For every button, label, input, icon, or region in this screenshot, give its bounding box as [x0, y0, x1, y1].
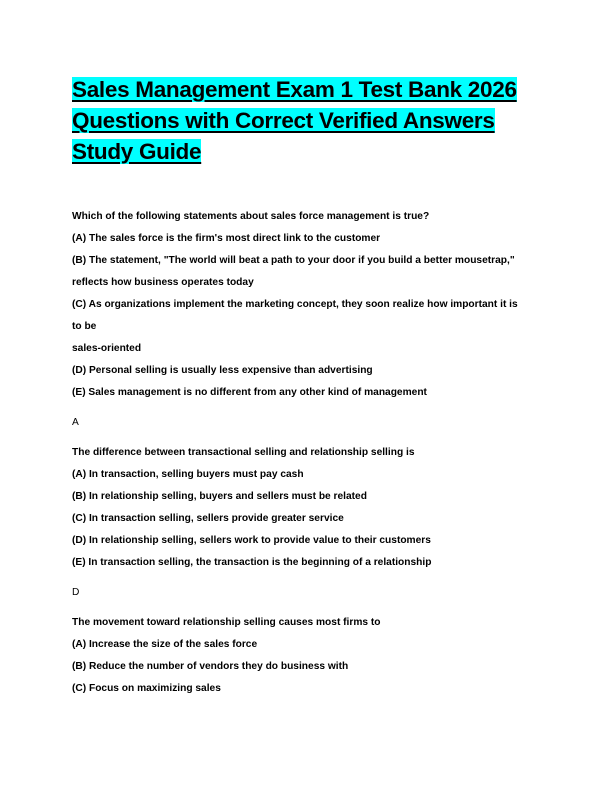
option-line: (C) Focus on maximizing sales [72, 683, 221, 694]
question-2 [72, 442, 542, 574]
title-line-3: Study Guide [72, 139, 202, 164]
option-line: (D) In relationship selling, sellers work to provide value to their customers [72, 535, 431, 546]
question-stem: The movement toward relationship selling causes most firms to [72, 617, 381, 628]
question-1 [72, 206, 542, 404]
question-stem: The difference between transactional selling and relationship selling is [72, 447, 415, 458]
option-line: reflects how business operates today [72, 277, 254, 288]
document-title [72, 74, 532, 167]
option-line: (B) In relationship selling, buyers and sellers must be related [72, 491, 367, 502]
answer-1: A [72, 417, 79, 428]
option-line: (B) The statement, "The world will beat a path to your door if you build a better mousetrap," [72, 255, 515, 266]
option-line: to be [72, 321, 97, 332]
title-line-1: Sales Management Exam 1 Test Bank 2026 [72, 77, 517, 102]
option-line: sales-oriented [72, 343, 142, 354]
option-line: (C) As organizations implement the marketing concept, they soon realize how important it is [72, 299, 518, 310]
option-line: (B) Reduce the number of vendors they do business with [72, 661, 349, 672]
option-line: (A) The sales force is the firm's most direct link to the customer [72, 233, 381, 244]
question-stem: Which of the following statements about sales force management is true? [72, 211, 430, 222]
answer-2: D [72, 587, 80, 598]
option-line: (A) Increase the size of the sales force [72, 639, 258, 650]
option-line: (A) In transaction, selling buyers must pay cash [72, 469, 304, 480]
option-line: (E) Sales management is no different from any other kind of management [72, 387, 427, 398]
question-3 [72, 612, 542, 700]
option-line: (E) In transaction selling, the transaction is the beginning of a relationship [72, 557, 432, 568]
title-line-2: Questions with Correct Verified Answers [72, 108, 495, 133]
option-line: (C) In transaction selling, sellers provide greater service [72, 513, 344, 524]
option-line: (D) Personal selling is usually less expensive than advertising [72, 365, 373, 376]
